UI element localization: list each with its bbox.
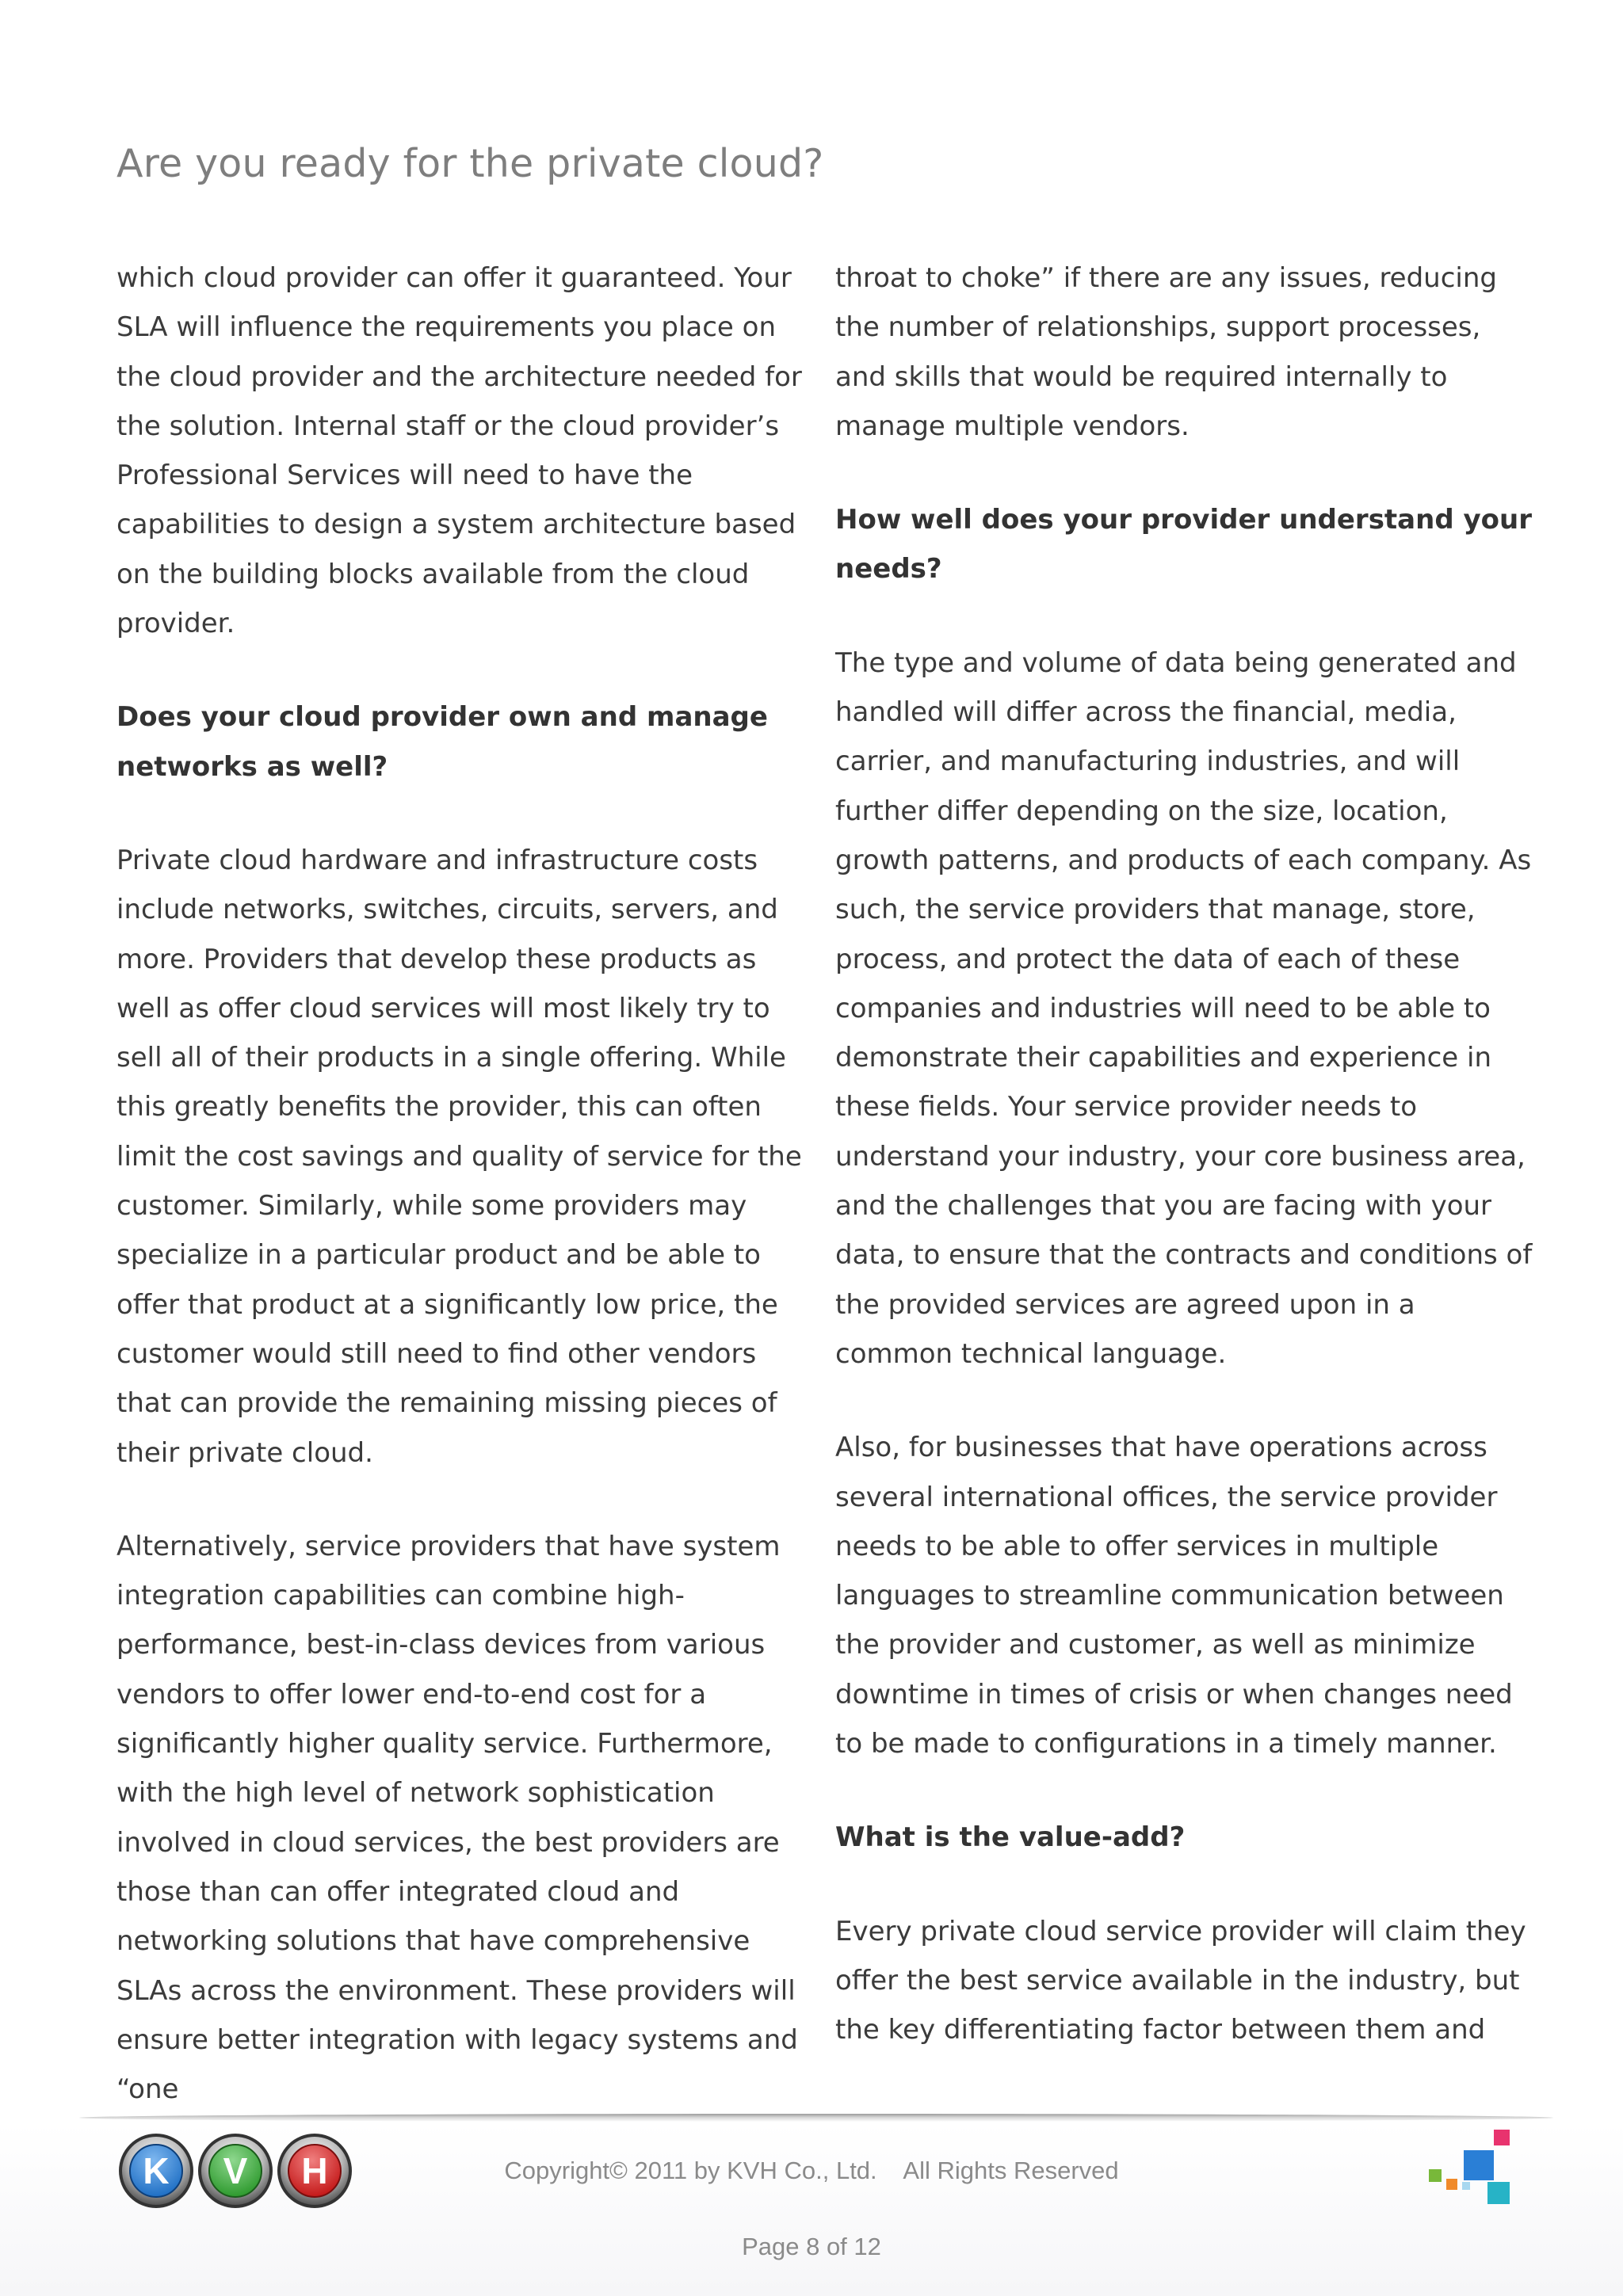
square-orange: [1446, 2179, 1457, 2190]
left-paragraph-3: Alternatively, service providers that have system integration capabilities can combine high-performance, best-in-class devices from various vendors to offer lower end-to-end cost for a significantly higher quality service. Furthermore, with the high level of network sophistication involved in cloud services, the best providers are those than can offer integrated cloud and networking solutions that have comprehensive SLAs across the environment. These providers will ensure better integration with legacy systems and “one: [116, 1530, 798, 2106]
square-pink: [1494, 2130, 1510, 2145]
page-title: Are you ready for the private cloud?: [116, 141, 824, 186]
right-heading-understand-needs: How well does your provider understand your needs?: [835, 504, 1533, 585]
square-teal: [1487, 2182, 1510, 2204]
footer-divider: [79, 2114, 1553, 2122]
square-blue: [1464, 2150, 1494, 2180]
logo-k-letter: K: [143, 2150, 170, 2191]
left-heading-networks: Does your cloud provider own and manage networks as well?: [116, 701, 768, 783]
right-paragraph-1: throat to choke” if there are any issues, reducing the number of relationships, support processes, and skills that would be required internally to manage multiple vendors.: [835, 262, 1497, 442]
right-paragraph-2: The type and volume of data being generated and handled will differ across the financial, media, carrier, and manufacturing industries, and will further differ depending on the size, location, growth patterns, and products of each company. As such, the service providers that manage, store, process, and protect the data of each of these companies and industries will need to be able to demonstrate their capabilities and experience in these fields. Your service provider needs to understand your industry, your core business area, and the challenges that you are facing with your data, to ensure that the contracts and conditions of the provided services are agreed upon in a common technical language.: [835, 646, 1533, 1370]
logo-v-letter: V: [223, 2150, 248, 2191]
logo-h-letter: H: [301, 2150, 328, 2191]
right-heading-value-add: What is the value-add?: [835, 1821, 1186, 1854]
copyright-notice: Copyright© 2011 by KVH Co., Ltd. All Rights Reserved: [504, 2157, 1119, 2184]
squares-logo: [1415, 2123, 1518, 2210]
square-green: [1429, 2169, 1442, 2182]
right-paragraph-3: Also, for businesses that have operations across several international offices, the service provider needs to be able to offer services in multiple languages to streamline communication between the provider and customer, as well as minimize downtime in times of crisis or when changes need to be made to configurations in a timely manner.: [835, 1432, 1513, 1760]
left-paragraph-1: which cloud provider can offer it guaranteed. Your SLA will influence the requirements you place on the cloud provider and the architecture needed for the solution. Internal staff or the cloud provider’s Professional Services will need to have the capabilities to design a system architecture based on the building blocks available from the cloud provider.: [116, 262, 802, 640]
square-light: [1462, 2182, 1470, 2190]
right-paragraph-4: Every private cloud service provider will claim they offer the best service available in the industry, but the key differentiating factor between them and: [835, 1915, 1526, 2046]
page-number: Page 8 of 12: [742, 2233, 881, 2260]
left-paragraph-2: Private cloud hardware and infrastructure costs include networks, switches, circuits, servers, and more. Providers that develop these products as well as offer cloud services will most likely try to sell all of their products in a single offering. While this greatly benefits the provider, this can often limit the cost savings and quality of service for the customer. Similarly, while some providers may specialize in a particular product and be able to offer that product at a significantly low price, the customer would still need to find other vendors that can provide the remaining missing pieces of their private cloud.: [116, 844, 802, 1469]
left-column: [116, 254, 806, 2114]
right-column: [835, 254, 1533, 2055]
